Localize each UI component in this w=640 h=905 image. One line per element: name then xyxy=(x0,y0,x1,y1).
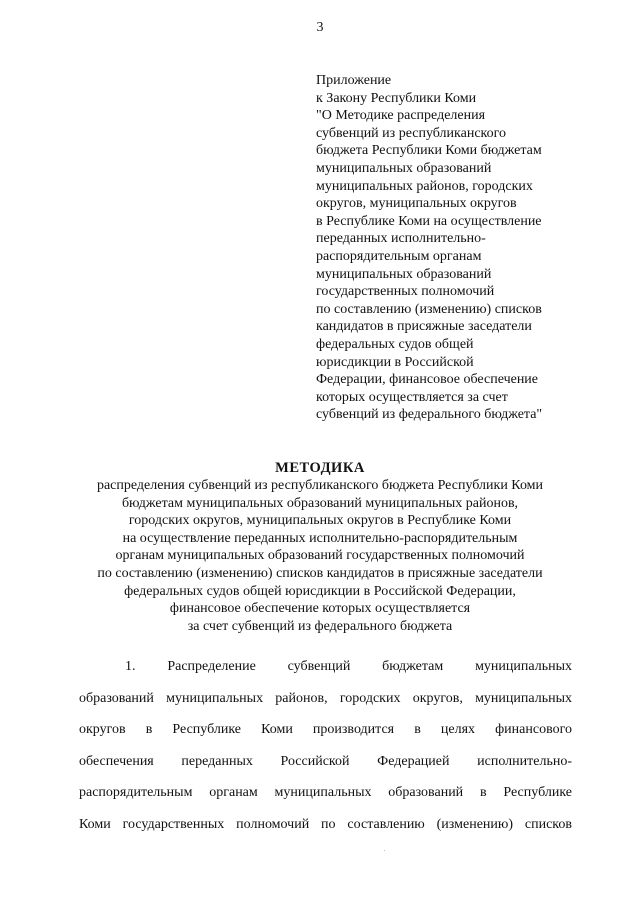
appendix-line: Федерации, финансовое обеспечение xyxy=(316,372,539,388)
page-number: 3 xyxy=(316,20,324,35)
subtitle-line: распределения субвенций из республиканского бюджета Республики Коми xyxy=(96,478,544,493)
subtitle-line: по составлению (изменению) списков кандидатов в присяжные заседатели xyxy=(97,565,543,581)
appendix-line: Приложение xyxy=(316,73,392,88)
appendix-header xyxy=(316,72,616,424)
subtitle-line: финансовое обеспечение которых осуществляется xyxy=(169,601,471,617)
appendix-line: субвенций из федерального бюджета" xyxy=(316,407,543,423)
appendix-line: юрисдикции в Российской xyxy=(316,354,474,370)
body-paragraph xyxy=(79,651,572,841)
appendix-line: которых осуществляется за счет xyxy=(316,389,508,405)
subtitle-line: федеральных судов общей юрисдикции в Российской Федерации, xyxy=(124,583,516,599)
subtitle-line: органам муниципальных образований государственных полномочий xyxy=(115,548,525,564)
appendix-line: муниципальных образований xyxy=(316,266,492,282)
body-line: округов в Республике Коми производится в целях финансового xyxy=(79,722,572,738)
appendix-line: "О Методике распределения xyxy=(316,108,486,124)
document-subtitle xyxy=(60,477,580,635)
appendix-line: распорядительным органам xyxy=(316,248,482,264)
appendix-line: кандидатов в присяжные заседатели xyxy=(316,319,532,335)
body-line: 1. Распределение субвенций бюджетам муниципальных xyxy=(125,659,572,674)
appendix-line: по составлению (изменению) списков xyxy=(316,301,542,317)
subtitle-line: за счет субвенций из федерального бюджета xyxy=(187,618,453,634)
appendix-line: бюджета Республики Коми бюджетам xyxy=(316,143,542,159)
appendix-line: муниципальных образований xyxy=(316,160,492,176)
appendix-line: муниципальных районов, городских xyxy=(316,178,533,194)
body-line: обеспечения переданных Российской Федерацией исполнительно- xyxy=(79,753,572,769)
document-title: МЕТОДИКА xyxy=(275,460,365,476)
appendix-line: переданных исполнительно- xyxy=(316,231,486,247)
subtitle-line: бюджетам муниципальных образований муниципальных районов, xyxy=(121,495,519,511)
subtitle-line: на осуществление переданных исполнительно-распорядительным xyxy=(122,530,518,546)
appendix-line: субвенций из республиканского xyxy=(316,125,507,141)
body-line: распорядительным органам муниципальных образований в Республике xyxy=(79,785,572,801)
appendix-line: к Закону Республики Коми xyxy=(316,90,477,106)
appendix-line: государственных полномочий xyxy=(316,284,495,300)
body-line: образований муниципальных районов, городских округов, муниципальных xyxy=(79,690,572,706)
appendix-line: федеральных судов общей xyxy=(316,336,474,352)
appendix-line: округов, муниципальных округов xyxy=(316,196,517,212)
appendix-line: в Республике Коми на осуществление xyxy=(316,213,542,229)
subtitle-line: городских округов, муниципальных округов в Республике Коми xyxy=(128,513,512,529)
scan-speck xyxy=(384,850,385,851)
body-line: Коми государственных полномочий по составлению (изменению) списков xyxy=(79,816,572,832)
